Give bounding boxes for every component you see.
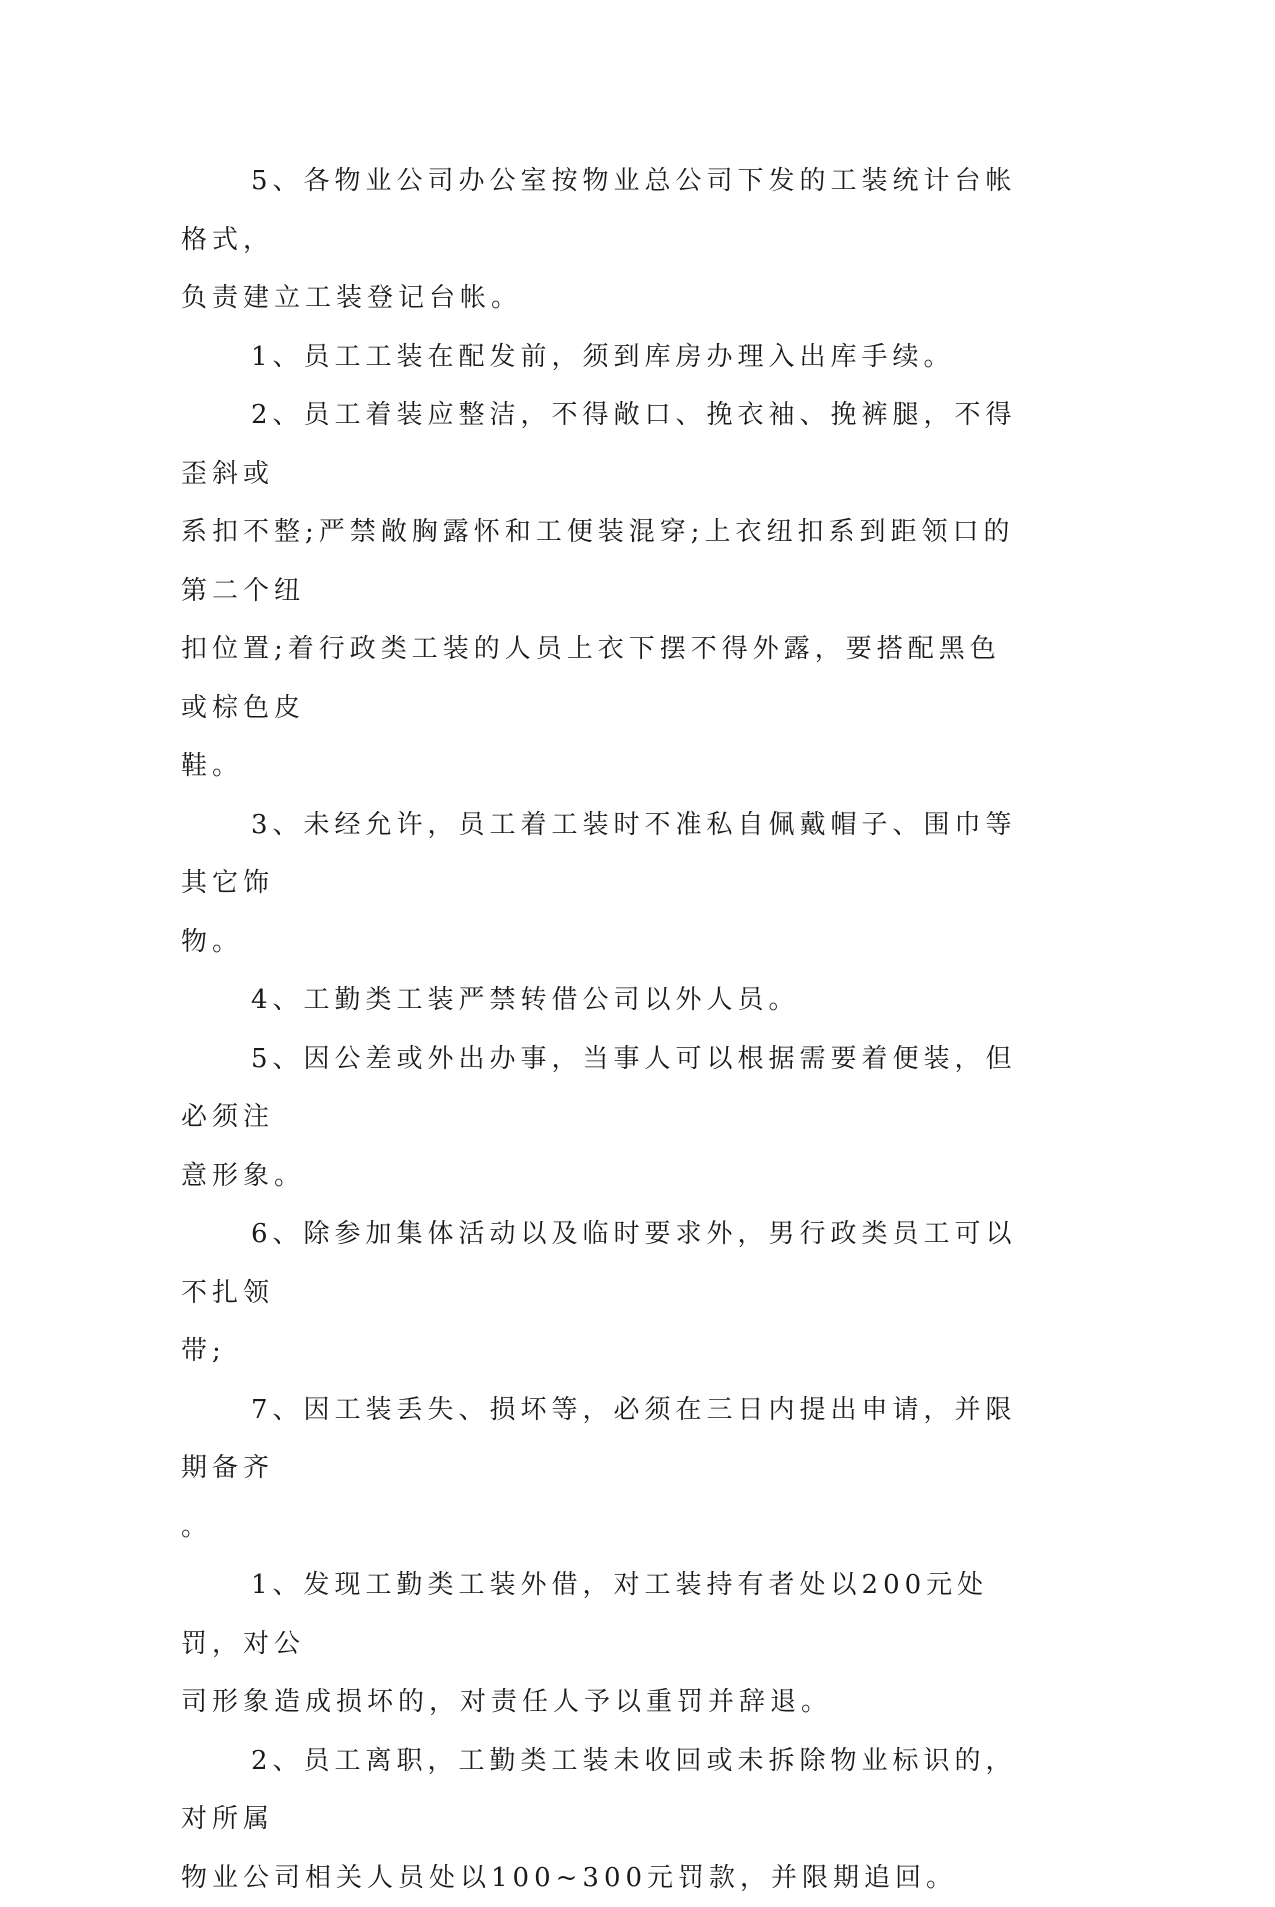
paragraph-line: 1、员工工装在配发前，须到库房办理入出库手续。: [251, 342, 955, 372]
paragraph-line: 7、因工装丢失、损坏等，必须在三日内提出申请，并限期备齐: [181, 1395, 1017, 1484]
paragraph-line: 5、因公差或外出办事，当事人可以根据需要着便装，但必须注: [181, 1044, 1017, 1133]
paragraph-1: [181, 152, 1031, 328]
paragraph-2: [181, 328, 1031, 387]
paragraph-4: [181, 796, 1031, 972]
paragraph-line: 意形象。: [181, 1161, 305, 1191]
paragraph-line: 1、发现工勤类工装外借，对工装持有者处以200元处罚，对公: [181, 1570, 988, 1659]
paragraph-line: 。: [181, 1512, 212, 1542]
paragraph-5: [181, 971, 1031, 1030]
paragraph-3: [181, 386, 1031, 796]
paragraph-line: 负责建立工装登记台帐。: [181, 283, 522, 313]
document-page: [181, 152, 1031, 1907]
paragraph-8: [181, 1381, 1031, 1557]
paragraph-7: [181, 1205, 1031, 1381]
paragraph-line: 司形象造成损坏的，对责任人予以重罚并辞退。: [181, 1687, 832, 1717]
paragraph-line: 扣位置;着行政类工装的人员上衣下摆不得外露，要搭配黑色或棕色皮: [181, 634, 1001, 723]
paragraph-line: 2、员工着装应整洁，不得敞口、挽衣袖、挽裤腿，不得歪斜或: [181, 400, 1017, 489]
paragraph-6: [181, 1030, 1031, 1206]
paragraph-line: 系扣不整;严禁敞胸露怀和工便装混穿;上衣纽扣系到距领口的第二个纽: [181, 517, 1015, 606]
paragraph-line: 5、各物业公司办公室按物业总公司下发的工装统计台帐格式，: [181, 166, 1017, 255]
paragraph-line: 带;: [181, 1336, 226, 1366]
paragraph-line: 物。: [181, 927, 243, 957]
paragraph-line: 4、工勤类工装严禁转借公司以外人员。: [251, 985, 800, 1015]
paragraph-line: 3、未经允许，员工着工装时不准私自佩戴帽子、围巾等其它饰: [181, 810, 1017, 899]
paragraph-line: 物业公司相关人员处以100~300元罚款，并限期追回。: [181, 1863, 957, 1893]
paragraph-10: [181, 1732, 1031, 1907]
paragraph-line: 鞋。: [181, 751, 243, 781]
paragraph-line: 6、除参加集体活动以及临时要求外，男行政类员工可以不扎领: [181, 1219, 1017, 1308]
paragraph-9: [181, 1556, 1031, 1732]
paragraph-line: 2、员工离职，工勤类工装未收回或未拆除物业标识的，对所属: [181, 1746, 1017, 1835]
